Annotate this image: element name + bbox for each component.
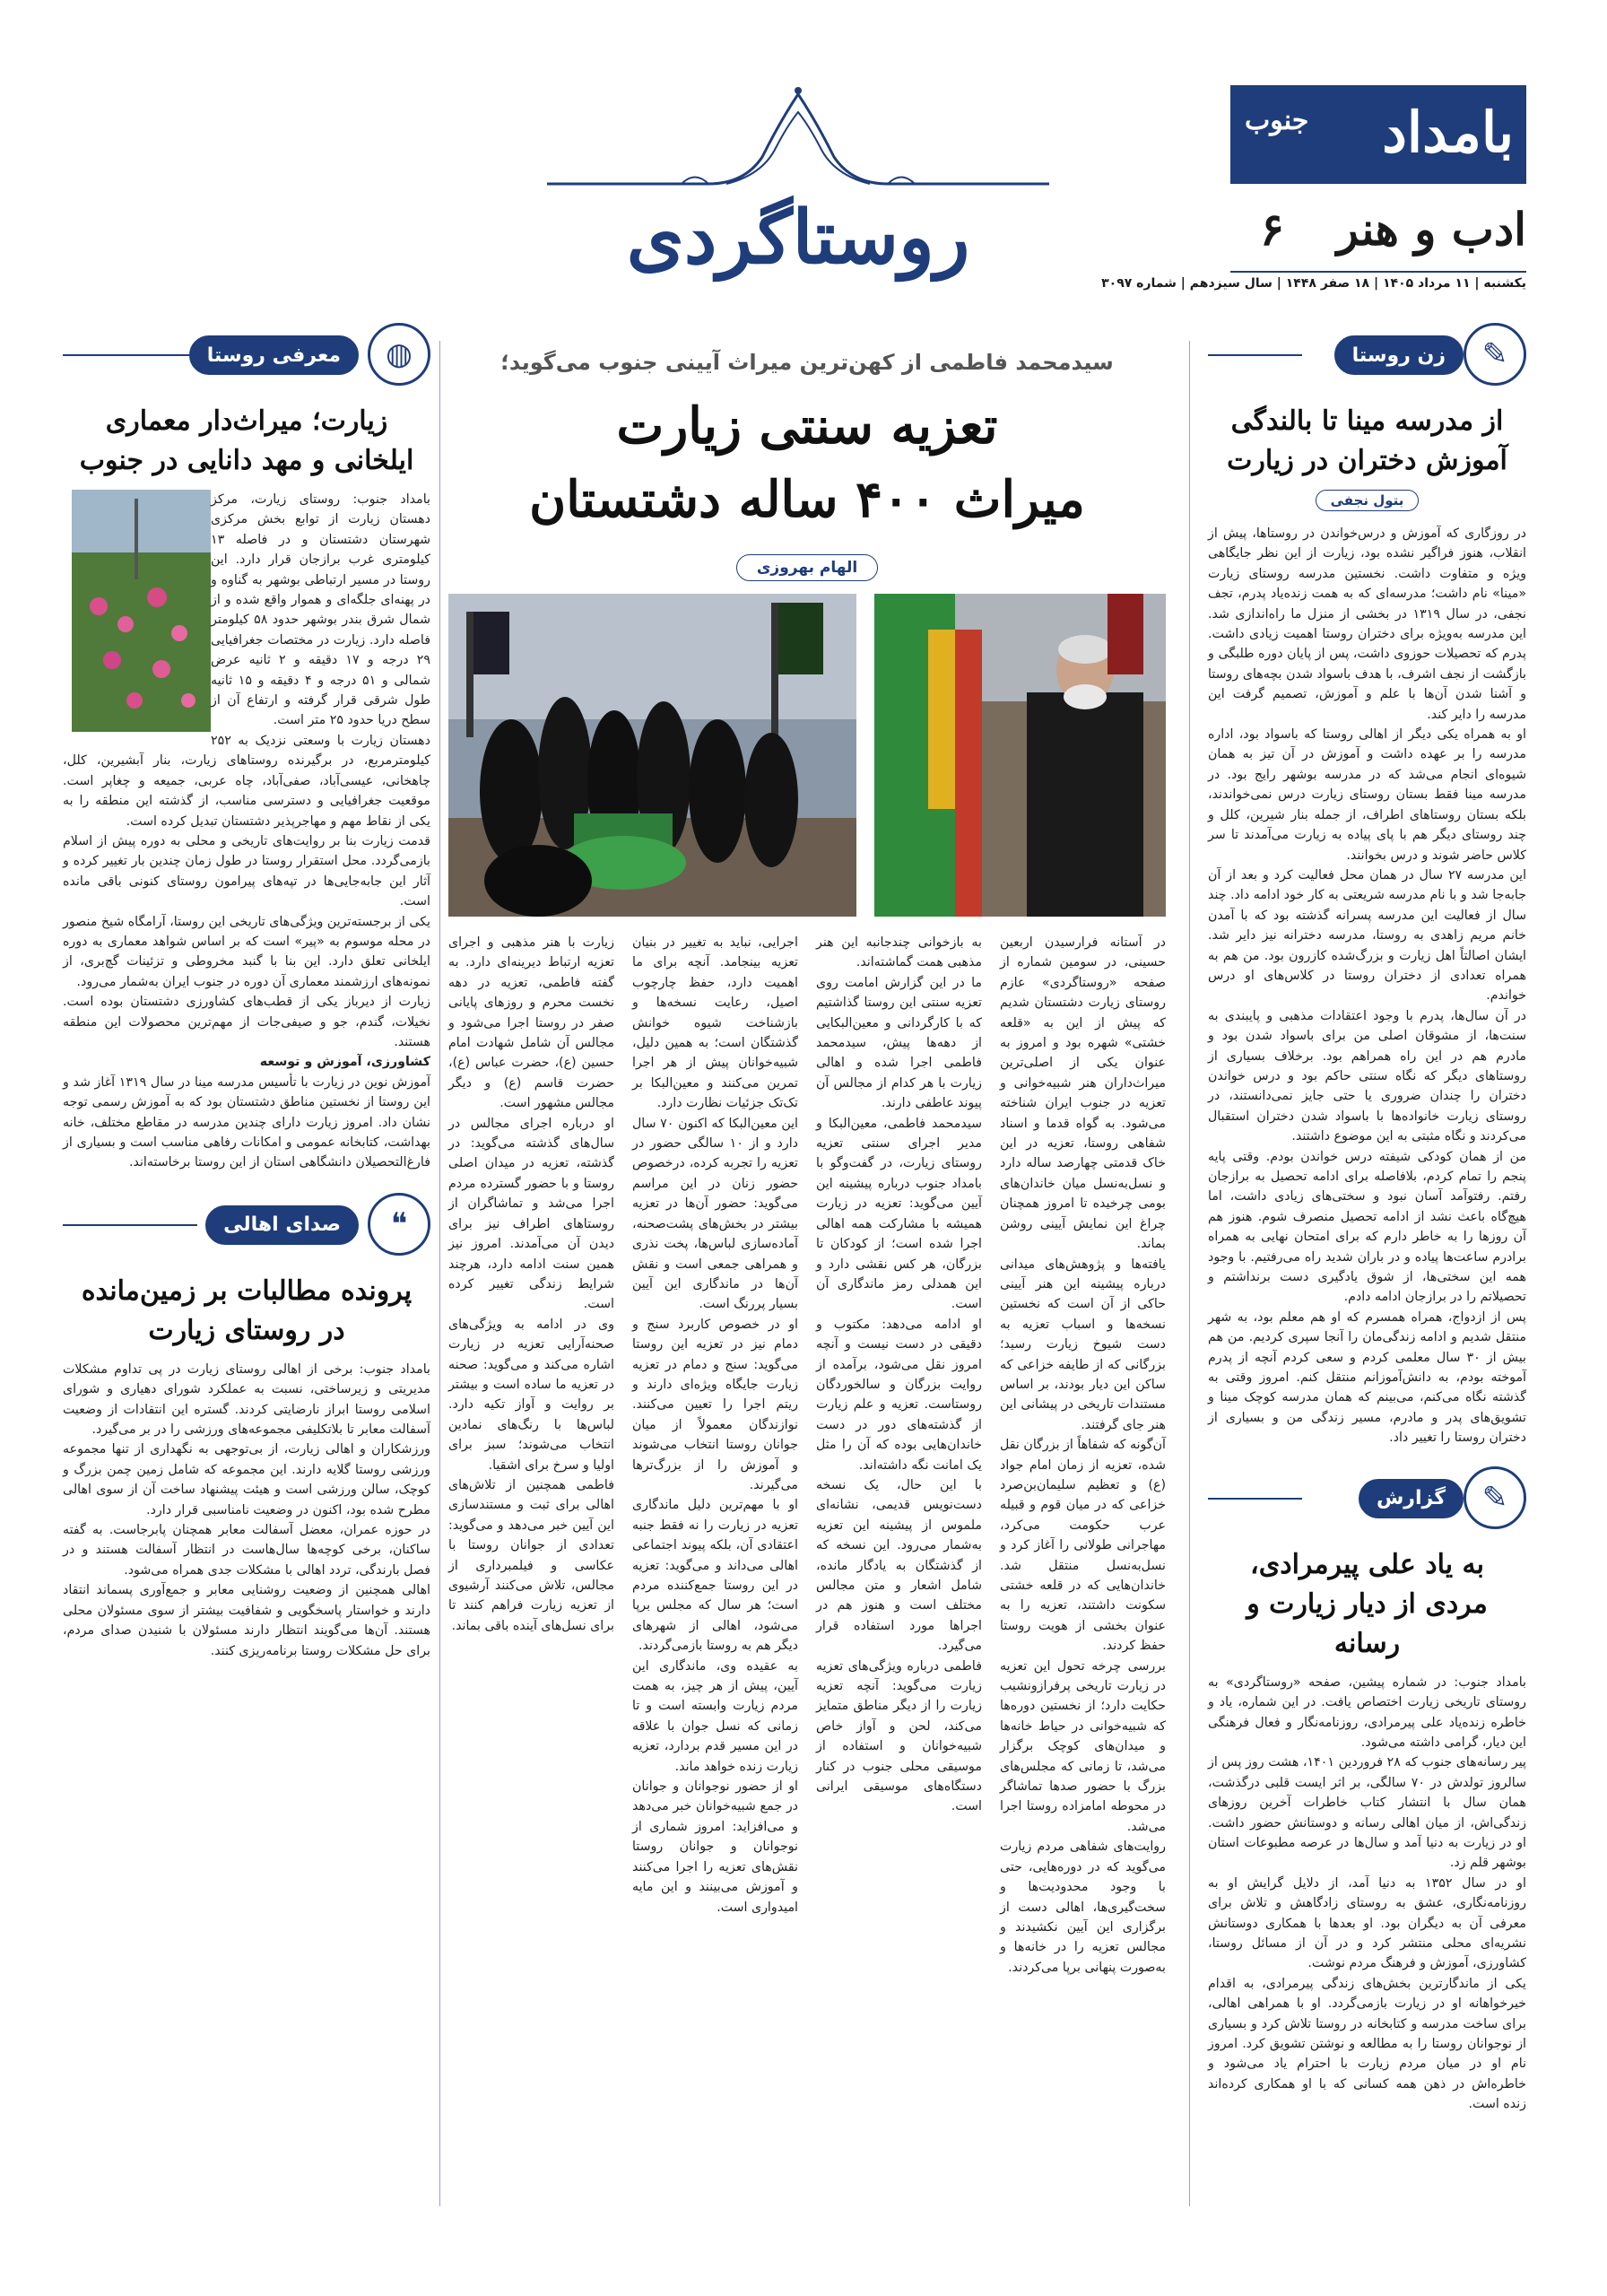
author-name: الهام بهروزی [736, 554, 878, 581]
section-tab-report [1208, 1466, 1526, 1529]
globe-icon: ◍ [368, 323, 430, 386]
paragraph: بررسی چرخه تحول این تعزیه در زیارت تاریخی پرفرازونشیب حکایت دارد؛ از نخستین دوره‌ها که شبیه‌خوانی در حیاط خانه‌ها و میدان‌های کوچک برگزار می‌شد، تا زمانی که مجلس‌های بزرگ با حضور صدها تماشاگر در محوطه امامزاده روستا اجرا می‌شد. [1000, 1658, 1166, 1834]
article-columns [448, 933, 1166, 1978]
notepad-pen-icon: ✎ [1464, 323, 1526, 386]
photo-row [448, 594, 1166, 917]
paragraph: آموزش نوین در زیارت با تأسیس مدرسه مینا در سال ۱۳۱۹ آغاز شد و این روستا از نخستین مناطق دشتستان بود که به آموزش رسمی توجه نشان داد. امروز زیارت دارای چندین مدرسه در مقاطع مختلف، خانه بهداشت، کتابخانه عمومی و امکانات رفاهی مناسب است و بسیاری از فارغ‌التحصیلان دانشگاهی استان از این روستا برخاسته‌اند. [63, 1074, 430, 1170]
brand-name: بامداد [1382, 100, 1514, 165]
page-number: ۶ [1260, 203, 1284, 256]
section-tab-village-woman [1208, 323, 1526, 386]
paragraph: روایت‌های شفاهی مردم زیارت می‌گوید که در دوره‌هایی، حتی با وجود محدودیت‌ها و سخت‌گیری‌ها، اهالی دست از برگزاری این آیین نکشیدند و مجالس تعزیه را در خانه‌ها و به‌صورت پنهانی برپا می‌کردند. [1000, 1839, 1166, 1975]
author-name: بتول نجفی [1316, 490, 1420, 511]
newspaper-logo [1230, 85, 1526, 184]
paragraph: در روزگاری که آموزش و درس‌خواندن در روستاها، پیش از انقلاب، هنوز فراگیر نشده بود، زیارت از این نظر جایگاهی ویژه و متفاوت داشت. نخستین مدرسه روستای زیارت «مینا» نام داشت؛ مدرسه‌ای که به همت زنده‌یاد پدرم، تجف نجفی، در سال ۱۳۱۹ در بخشی از منزل ما راه‌اندازی شد. این مدرسه به‌ویژه برای دختران روستا اهمیت زیادی داشت. پدرم که تحصیلات حوزوی داشت، پس از پایان دوره طلبگی و بازگشت از نجف اشرف، با هدف باسواد شدن بچه‌های روستا و آشنا شدن آن‌ها با علم و آموزش، تصمیم گرفت این مدرسه را دایر کند. [1208, 526, 1526, 722]
paragraph: بامداد جنوب: برخی از اهالی روستای زیارت در پی تداوم مشکلات مدیریتی و زیرساختی، نسبت به عملکرد شورای دهیاری و شورای اسلامی روستا ابراز نارضایتی کردند. گستره این انتقادات از وضعیت آسفالت معابر تا بلاتکلیفی مجموعه‌های ورزشی را در بر می‌گیرد. [63, 1361, 430, 1438]
paragraph: این معین‌البکا که اکنون ۷۰ سال دارد و از ۱۰ سالگی حضور در تعزیه را تجربه کرده، درخصوص حضور زنان در این مراسم می‌گوید: حضور آن‌ها در تعزیه بیشتر در بخش‌های پشت‌صحنه، آماده‌سازی لباس‌ها، پخت نذری و همراهی جمعی است و نقش آن‌ها در ماندگاری این آیین بسیار پررنگ است. [632, 1116, 799, 1312]
column-divider [439, 341, 440, 2206]
article-headline: به یاد علی پیرمرادی، مردی از دیار زیارت و رسانه [1247, 1548, 1488, 1659]
paragraph: یکی از برجسته‌ترین ویژگی‌های تاریخی این روستا، آرامگاه شیخ منصور در محله موسوم به «پیر» است که بر اساس شواهد معماری به دوره ایلخانی تعلق دارد. این بنا با گنبد مخروطی و تزئینات گچ‌بری، از نمونه‌های ارزشمند معماری آن دوره در جنوب ایران به‌شمار می‌رود. [63, 914, 430, 989]
paragraph: او با مهم‌ترین دلیل ماندگاری تعزیه در زیارت را نه فقط جنبه اعتقادی آن، بلکه پیوند اجتماعی اهالی می‌داند و می‌گوید: تعزیه در این روستا جمع‌کننده مردم است؛ هر سال که مجلس برپا می‌شود، اهالی از شهرهای دیگر هم به روستا بازمی‌گردند. [632, 1498, 798, 1654]
section-label: ادب و هنر [1336, 203, 1526, 256]
article-text-column [448, 933, 614, 1978]
paragraph: پس از ازدواج، همراه همسرم که او هم معلم بود، به شهر منتقل شدیم و ادامه زندگی‌مان را آنجا سپری کردیم. من هم بیش از ۳۰ سال معلمی کردم و سعی کردم آنچه از پدرم آموخته بودم، به دانش‌آموزانم منتقل کنم. امروز وقتی به گذشته نگاه می‌کنم، می‌بینم که همان مدرسه کوچک مینا و تشویق‌های پدر و مادرم، مسیر زندگی من و بسیاری از دختران روستا را تغییر داد. [1208, 1309, 1527, 1446]
center-column [448, 350, 1166, 2224]
tab-rule [63, 354, 197, 356]
article-text-column [1000, 933, 1166, 1978]
paragraph: به بازخوانی چندجانبه این هنر مذهبی همت گماشته‌اند. [816, 935, 982, 970]
paragraph: یکی از ماندگارترین بخش‌های زندگی پیرمرادی، به اقدام خیرخواهانه او در زیارت بازمی‌گردد. او با همراهی اهالی، برای ساخت مدرسه و کتابخانه در روستا تلاش کرد و بسیاری از نوجوانان روستا را به مطالعه و نوشتن تشویق کرد. امروز نام او در میان مردم زیارت با احترام یاد می‌شود و خاطره‌اش در ذهن همه کسانی که با او همکاری کرده‌اند زنده است. [1208, 1976, 1526, 2112]
paragraph: این مدرسه ۲۷ سال در همان محل فعالیت کرد و بعد از آن جابه‌جا شد و با نام مدرسه شریعتی به کار خود ادامه داد. چند سال از فعالیت این مدرسه پسرانه گذشته بود که با آمدن خانم مریم زاهدی به روستا، مدرسه دخترانه نیز دایر شد. ایشان اصالتاً اهل زیارت و بزرگ‌شده کازرون بود. من هم به همراه تعدادی از دختران روستا در کلاس‌های او درس خواندم. [1208, 867, 1527, 1004]
notepad-pen-icon: ✎ [1464, 1466, 1526, 1529]
tab-rule [1208, 354, 1302, 356]
main-headline [448, 389, 1166, 536]
village-flowers-photo [72, 490, 211, 732]
paragraph: سیدمحمد فاطمی، معین‌البکا و مدیر اجرای سنتی تعزیه روستای زیارت، در گفت‌وگو با بامداد جنوب درباره پیشینه این آیین می‌گوید: تعزیه در زیارت همیشه با مشارکت همه اهالی اجرا شده است؛ از کودکان تا بزرگان، هر کس نقشی دارد و این همدلی رمز ماندگاری آن است. [816, 1116, 982, 1312]
subheading: کشاورزی، آموزش و توسعه [259, 1055, 430, 1070]
dateline: یکشنبه | ۱۱ مرداد ۱۴۰۵ | ۱۸ صفر ۱۴۴۸ | سال سیزدهم | شماره ۳۰۹۷ [1230, 271, 1526, 291]
paragraph: با این حال، یک نسخه دست‌نویس قدیمی، نشانه‌ای ملموس از پیشینه این تعزیه به‌شمار می‌رود. این نسخه که از گذشتگان به یادگار مانده، شامل اشعار و متن مجالس مختلف است و هنوز هم در اجراها مورد استفاده قرار می‌گیرد. [816, 1477, 982, 1654]
article-headline: پرونده مطالبات بر زمین‌مانده در روستای زیارت [81, 1274, 413, 1346]
paragraph: یافته‌ها و پژوهش‌های میدانی درباره پیشینه این هنر آیینی حاکی از آن است که نخستین نسخه‌ها و اسباب تعزیه به دست شیوخ زیارت رسید؛ بزرگانی که از طایفه خزاعی که ساکن این دیار بودند، بر اساس مستندات تاریخی در پیشانی این هنر جای گرفتند. [1000, 1257, 1166, 1432]
paragraph: به عقیده وی، ماندگاری این آیین، پیش از هر چیز، به همت مردم زیارت وابسته است و تا زمانی که نسل جوان با علاقه در این مسیر قدم بردارد، تعزیه زیارت زنده خواهد ماند. [632, 1658, 798, 1774]
paragraph: پیر رسانه‌های جنوب که ۲۸ فروردین ۱۴۰۱، هشت روز پس از سالروز تولدش در ۷۰ سالگی، بر اثر ایست قلبی درگذشت، همان سال با انتشار کتاب خاطرات آخرین روزهای زندگی‌اش، از میان اهالی رسانه و دوستانش حضور داشت. او در زیارت به دنیا آمد و سال‌ها در عرصه مطبوعات استان بوشهر قلم زد. [1208, 1755, 1526, 1871]
paragraph: قدمت زیارت بنا بر روایت‌های تاریخی و محلی به دوره پیش از اسلام بازمی‌گردد. محل استقرار روستا در طول زمان چندین بار تغییر کرده و آثار این جابه‌جایی‌ها در تپه‌های پیرامون روستای کنونی باقی مانده است. [63, 833, 430, 909]
headline-line: میراث ۴۰۰ ساله دشتستان [529, 470, 1085, 529]
paragraph: فاطمی همچنین از تلاش‌های اهالی برای ثبت و مستندسازی این آیین خبر می‌دهد و می‌گوید: تعدادی از جوانان روستا با عکاسی و فیلمبرداری از مجالس، تلاش می‌کنند آرشیوی از تعزیه زیارت فراهم کنند تا برای نسل‌های آینده باقی بماند. [448, 1477, 614, 1633]
article-body [1208, 1673, 1526, 2115]
article-body [63, 1360, 430, 1661]
article-body [63, 490, 430, 1173]
article-byline [448, 554, 1166, 581]
article-byline [1208, 490, 1526, 511]
section-tab-label: صدای اهالی [205, 1205, 359, 1245]
article-text-column [816, 933, 982, 1978]
paragraph: آن‌گونه که شفاهاً از بزرگان نقل شده، تعزیه از زمان امام جواد (ع) و تعظیم سلیمان‌بن‌صرد خزاعی که در میان قوم و قبیله عرب حکومت می‌کرد، مهاجرانی طولانی را آغاز کرد و نسل‌به‌نسل منتقل شد. خاندان‌هایی که در قلعه خشتی سکونت داشتند، تعزیه را به عنوان بخشی از هویت روستا حفظ کردند. [1000, 1438, 1166, 1654]
tazieh-performer-photo [874, 594, 1166, 917]
article-headline: زیارت؛ میراث‌دار معماری ایلخانی و مهد دانایی در جنوب [79, 405, 414, 476]
article-kicker: سیدمحمد فاطمی از کهن‌ترین میراث آیینی جنوب می‌گوید؛ [500, 350, 1114, 375]
paragraph: بامداد جنوب: در شماره پیشین، صفحه «روستاگردی» به روستای تاریخی زیارت اختصاص یافت. در این شماره، یاد و خاطره زنده‌یاد علی پیرمرادی، روزنامه‌نگار و فعال فرهنگی این دیار، گرامی داشته می‌شود. [1208, 1674, 1526, 1750]
paragraph: او در خصوص کاربرد سنج و دمام نیز در تعزیه این روستا می‌گوید: سنج و دمام در تعزیه زیارت جایگاه ویژه‌ای دارند و ریتم اجرا را تعیین می‌کنند. نوازندگان معمولاً از میان جوانان روستا انتخاب می‌شوند و آموزش را از بزرگ‌ترها می‌گیرند. [632, 1317, 798, 1492]
paragraph: در آن سال‌ها، پدرم با وجود اعتقادات مذهبی و پایبندی به سنت‌ها، از مشوقان اصلی من برای باسواد شدن بود و مادرم هم در این راه همراهم بود. برخلاف بسیاری از روستاهای دیگر که نگاه سنتی حاکم بود و درس خواندن دختران را چندان ضروری یا حتی جایز نمی‌دانستند، در روستای زیارت خانواده‌ها با باسواد شدن دختران استقبال می‌کردند و نگاه مثبتی به این موضوع داشتند. [1208, 1008, 1526, 1144]
tab-rule [1208, 1498, 1302, 1500]
page-title: روستاگردی [626, 195, 970, 281]
paragraph: بامداد جنوب: روستای زیارت، مرکز دهستان زیارت از توابع بخش مرکزی شهرستان دشتستان و در فاصله ۱۳ کیلومتری غرب برازجان قرار دارد. این روستا در مسیر ارتباطی بوشهر به گناوه و در پهنه‌ای جلگه‌ای و هموار واقع شده و از شمال شرق بندر بوشهر حدود ۵۸ کیلومتر فاصله دارد. زیارت در مختصات جغرافیایی ۲۹ درجه و ۱۷ دقیقه و ۲ ثانیه عرض شمالی و ۵۱ درجه و ۴ دقیقه و ۱۵ ثانیه طول شرقی قرار گرفته و ارتفاع آن از سطح دریا حدود ۲۵ متر است. [211, 492, 430, 728]
article-headline: از مدرسه مینا تا بالندگی آموزش دختران در زیارت [1227, 405, 1507, 476]
left-column [63, 323, 430, 2224]
mourners-photo [448, 594, 856, 917]
paragraph: من از همان کودکی شیفته درس خواندن بودم. وقتی پایه پنجم را تمام کردم، بلافاصله برای ادامه تحصیل به برازجان رفتم. رفتوآمد آسان نبود و سختی‌های زیادی داشت، اما هیچ‌گاه باعث نشد از ادامه تحصیل منصرف شوم. هنوز هم آن روزها را به خاطر دارم که برای امتحان نهایی به همراه برادرم ساعت‌ها پیاده و در باران شدید راه می‌رفتیم. با وجود همه این سختی‌ها، از شوق یادگیری دست برنداشتم و تحصیلاتم را در برازجان ادامه دادم. [1208, 1149, 1526, 1305]
brand-sub: جنوب [1245, 105, 1309, 136]
paragraph: او ادامه می‌دهد: مکتوب و دقیقی در دست نیست و آنچه امروز نقل می‌شود، برآمده از روایت بزرگان و سالخوردگان روستاست. تعزیه و علم زیارت از گذشته‌های دور در دست خاندان‌هایی بوده که آن را مثل یک امانت نگه داشته‌اند. [816, 1317, 982, 1473]
paragraph: زیارت از دیرباز یکی از قطب‌های کشاورزی دشتستان بوده است. نخیلات، گندم، جو و صیفی‌جات از مهم‌ترین محصولات این منطقه هستند. [63, 995, 430, 1049]
tab-rule [63, 1224, 197, 1226]
paragraph: اهالی همچنین از وضعیت روشنایی معابر و جمع‌آوری پسماند انتقاد دارند و خواستار پاسخگویی و شفافیت بیشتر از سوی مسئولان محلی هستند. آن‌ها می‌گویند انتظار دارند مسئولان با شنیدن صدای مردم، برای حل مشکلات روستا برنامه‌ریزی کنند. [63, 1583, 430, 1658]
paragraph: او در سال ۱۳۵۲ به دنیا آمد، از دلایل گرایش او به روزنامه‌نگاری، عشق به روستای زادگاهش و تلاش برای معرفی آن به دیگران بود. او بعدها با همکاری دوستانش نشریه‌ای محلی منتشر کرد و در آن از مسائل روستا، کشاورزی، آموزش و فرهنگ مردم نوشت. [1208, 1875, 1526, 1971]
section-tab-village-intro [63, 323, 430, 386]
headline-line: تعزیه سنتی زیارت [616, 396, 998, 456]
section-tab-residents-voice [63, 1193, 430, 1256]
paragraph: زیارت با هنر مذهبی و اجرای تعزیه ارتباط دیرینه‌ای دارد. به گفته فاطمی، تعزیه در دهه نخست محرم و روزهای پایانی صفر در روستا اجرا می‌شود و مجالس آن شامل شهادت امام حسین (ع)، حضرت عباس (ع)، حضرت قاسم (ع) و دیگر مجالس مشهور است. [448, 935, 614, 1111]
section-tab-label: معرفی روستا [189, 335, 359, 375]
paragraph: وی در ادامه به ویژگی‌های صحنه‌آرایی تعزیه در زیارت اشاره می‌کند و می‌گوید: صحنه در تعزیه ما ساده است و بیشتر بر روایت و آواز تکیه دارد. لباس‌ها با رنگ‌های نمادین انتخاب می‌شوند؛ سبز برای اولیا و سرخ برای اشقیا. [448, 1317, 614, 1473]
right-column [1208, 323, 1526, 2224]
section-tab-label: گزارش [1359, 1479, 1464, 1518]
paragraph: او درباره اجرای مجالس در سال‌های گذشته می‌گوید: در گذشته، تعزیه در میدان اصلی روستا و با حضور گسترده مردم اجرا می‌شد و تماشاگران از روستاهای اطراف نیز برای دیدن آن می‌آمدند. امروز نیز همین سنت ادامه دارد، هرچند شرایط زندگی تغییر کرده است. [448, 1116, 614, 1312]
masthead [0, 0, 1607, 305]
paragraph: او به همراه یکی دیگر از اهالی روستا که باسواد بود، اداره مدرسه را بر عهده داشت و آموزش در آن تیز به همان شیوه‌ای انجام می‌شد که در مدرسه بوشهر رایج بود. در مدرسه مینا فقط بستان روستای زیارت درس نمی‌خواندند، بلکه بستان روستاهای اطراف، از جمله بنار شیرین، کلل و چند روستای دیگر هم با پای پیاده به زیارت می‌آمدند تا سر کلاس حاضر شوند و درس بخوانند. [1208, 727, 1526, 863]
article-text-column [632, 933, 798, 1978]
column-divider [1189, 341, 1190, 2206]
section-tab-label: زن روستا [1334, 335, 1464, 375]
paragraph: ما در این گزارش امامت روی تعزیه سنتی این روستا گذاشتیم که با کارگردانی و معین‌البکایی از دهه‌ها پیش، سیدمحمد فاطمی اجرا شده و اهالی زیارت با هر کدام از مجالس آن پیوند عاطفی دارند. [816, 975, 982, 1111]
paragraph: اجرایی، نباید به تغییر در بنیان تعزیه بینجامد. آنچه برای ما اهمیت دارد، حفظ چارچوب اصیل، رعایت نسخه‌ها و بازشناخت شیوه خوانش گذشتگان است؛ به همین دلیل، شبیه‌خوانان پیش از هر اجرا تمرین می‌کنند و معین‌البکا بر تک‌تک جزئیات نظارت دارد. [632, 935, 798, 1111]
speech-bubble-icon: ❝ [368, 1193, 430, 1256]
article-body [1208, 524, 1526, 1448]
paragraph: او از حضور نوجوانان و جوانان در جمع شبیه‌خوانان خبر می‌دهد و می‌افزاید: امروز شماری از نوجوانان و جوانان روستا نقش‌های تعزیه را اجرا می‌کنند و آموزش می‌بینند و این مایه امیدواری است. [632, 1779, 798, 1915]
paragraph: فاطمی درباره ویژگی‌های تعزیه زیارت می‌گوید: آنچه تعزیه زیارت را از دیگر مناطق متمایز می‌کند، لحن و آواز خاص شبیه‌خوانان و استفاده از موسیقی محلی جنوب در کنار دستگاه‌های موسیقی ایرانی است. [816, 1658, 982, 1814]
paragraph: ورزشکاران و اهالی زیارت، از بی‌توجهی به نگهداری از تنها مجموعه ورزشی روستا گلایه دارند. این مجموعه که شامل زمین چمن بزرگ و کوچک، سالن ورزشی است و هیئت پیشنهاد ساخت آن از سوی اهالی مطرح شده بود، اکنون در وضعیت نامناسبی قرار دارد. [63, 1442, 430, 1518]
dome-ornament-icon [547, 85, 1049, 193]
paragraph: در آستانه فرارسیدن اربعین حسینی، در سومین شماره از صفحه «روستاگردی» عازم روستای زیارت دشتستان شدیم که پیش از این به «قلعه خشتی» شهره بود و امروز به عنوان یکی از اصلی‌ترین میراث‌داران هنر شبیه‌خوانی و تعزیه در جنوب ایران شناخته می‌شود. به گواه قدما و اسناد شفاهی روستا، تعزیه در این خاک قدمتی چهارصد ساله دارد و نسل‌به‌نسل میان خاندان‌های بومی چرخیده تا امروز همچنان چراغ این نمایش آیینی روشن بماند. [1000, 935, 1166, 1252]
paragraph: در حوزه عمران، معضل آسفالت معابر همچنان پابرجاست. به گفته ساکنان، برخی کوچه‌ها سال‌هاست در انتظار آسفالت هستند و در فصل بارندگی، تردد اهالی با مشکلات جدی همراه می‌شود. [63, 1523, 430, 1578]
paragraph: دهستان زیارت با وسعتی نزدیک به ۲۵۲ کیلومترمربع، در برگیرنده روستاهای زیارت، بنار آبشیرین، کلل، چاهخانی، عیسی‌آباد، صفی‌آباد، چاه عربی، جمیعه و چغاپر است. موقعیت جغرافیایی و دسترسی مناسب، از گذشته این منطقه را به یکی از نقاط مهم و مهاجرپذیر دشتستان تبدیل کرده است. [63, 733, 430, 829]
